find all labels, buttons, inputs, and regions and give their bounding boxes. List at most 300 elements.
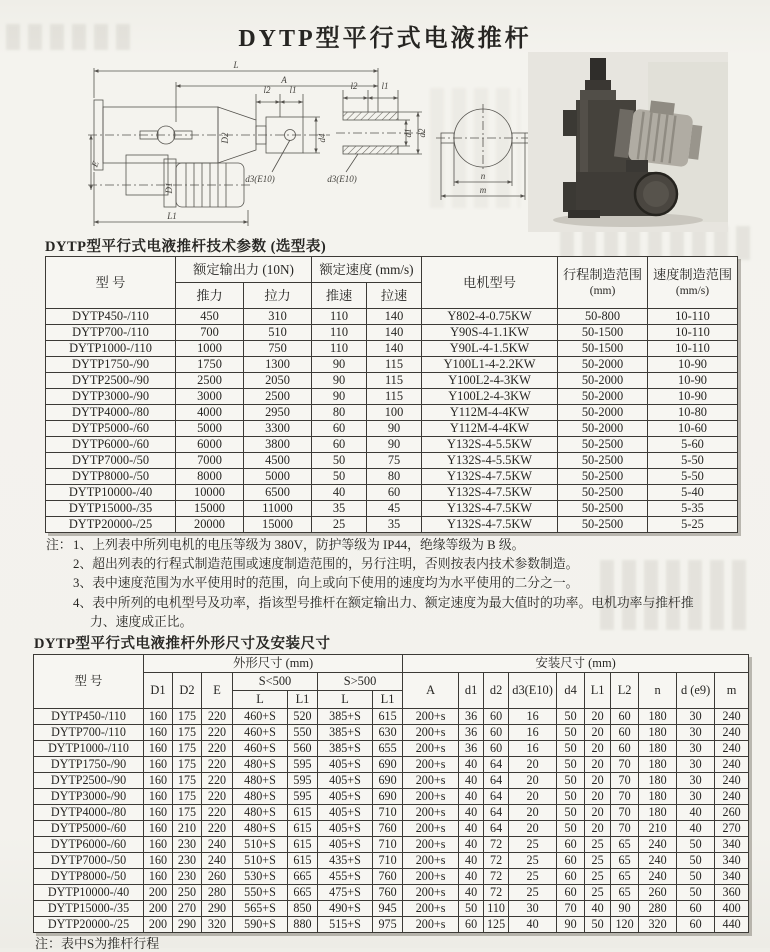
spec-section-title: DYTP型平行式电液推杆技术参数 (选型表)	[45, 239, 327, 255]
value-cell: 40	[459, 773, 484, 789]
value-cell: 10-80	[648, 405, 738, 421]
table-row	[34, 853, 749, 869]
notes-list	[46, 536, 701, 632]
dim-label-l2: l2	[263, 85, 271, 95]
value-cell: 550+S	[233, 885, 288, 901]
value-cell: 40	[459, 885, 484, 901]
header-stroke-range	[558, 257, 648, 309]
value-cell: 460+S	[233, 725, 288, 741]
value-cell: 60	[312, 421, 367, 437]
value-cell: 160	[144, 821, 173, 837]
value-cell: 3800	[244, 437, 312, 453]
value-cell: 5-50	[648, 453, 738, 469]
value-cell: 30	[677, 789, 715, 805]
value-cell: 240	[715, 789, 749, 805]
header-d3-E10: d3(E10)	[509, 673, 557, 709]
value-cell: 180	[639, 741, 677, 757]
model-cell: DYTP6000-/60	[46, 437, 176, 453]
model-cell: DYTP10000-/40	[34, 885, 144, 901]
value-cell: 60	[611, 741, 639, 757]
value-cell: 175	[173, 709, 202, 725]
value-cell: 60	[367, 485, 422, 501]
value-cell: 3300	[244, 421, 312, 437]
value-cell: 20	[585, 709, 611, 725]
value-cell: 400	[715, 901, 749, 917]
value-cell: 40	[677, 805, 715, 821]
dim-label-n: n	[480, 171, 486, 181]
header-n: n	[639, 673, 677, 709]
header-L1-gt: L1	[373, 691, 403, 709]
header-stroke-gt-500: S>500	[318, 673, 403, 691]
header-E: E	[202, 673, 233, 709]
header-L1-install: L1	[585, 673, 611, 709]
header-install-dims: 安装尺寸 (mm)	[403, 655, 749, 673]
value-cell: 200+s	[403, 757, 459, 773]
note-item: 3、表中速度范围为水平使用时的范围，向上或向下使用的速度均为水平使用的二分之一。	[73, 576, 579, 591]
value-cell: 80	[367, 469, 422, 485]
value-cell: 6500	[244, 485, 312, 501]
value-cell: 550	[288, 725, 318, 741]
value-cell: 40	[312, 485, 367, 501]
value-cell: 60	[611, 725, 639, 741]
value-cell: 65	[611, 837, 639, 853]
header-D1: D1	[144, 673, 173, 709]
model-cell: DYTP8000-/50	[46, 469, 176, 485]
dim-label-d4: d4	[317, 133, 327, 143]
value-cell: Y132S-4-5.5KW	[422, 437, 558, 453]
value-cell: 520	[288, 709, 318, 725]
header-speed-range-unit: (mm/s)	[675, 284, 710, 297]
value-cell: 440	[715, 917, 749, 933]
spec-notes	[46, 536, 701, 632]
value-cell: 405+S	[318, 837, 373, 853]
value-cell: 40	[677, 821, 715, 837]
model-cell: DYTP1750-/90	[46, 357, 176, 373]
value-cell: 50	[677, 837, 715, 853]
value-cell: 240	[715, 741, 749, 757]
end-view	[436, 104, 538, 200]
value-cell: 630	[373, 725, 403, 741]
dim-label-mid-l1: l1	[381, 81, 389, 91]
value-cell: 60	[557, 885, 585, 901]
value-cell: 70	[611, 789, 639, 805]
value-cell: 100	[367, 405, 422, 421]
value-cell: 10-60	[648, 421, 738, 437]
value-cell: 25	[509, 869, 557, 885]
model-cell: DYTP5000-/60	[34, 821, 144, 837]
header-pull-speed: 拉速	[367, 283, 422, 309]
value-cell: 70	[611, 757, 639, 773]
value-cell: 455+S	[318, 869, 373, 885]
value-cell: 240	[715, 773, 749, 789]
value-cell: 20	[509, 773, 557, 789]
model-cell: DYTP2500-/90	[46, 373, 176, 389]
value-cell: Y132S-4-7.5KW	[422, 517, 558, 533]
value-cell: 240	[639, 837, 677, 853]
value-cell: 210	[173, 821, 202, 837]
value-cell: 160	[144, 837, 173, 853]
header-L-lt: L	[233, 691, 288, 709]
value-cell: 115	[367, 357, 422, 373]
value-cell: 30	[677, 741, 715, 757]
value-cell: 160	[144, 853, 173, 869]
table-row	[34, 741, 749, 757]
value-cell: 260	[202, 869, 233, 885]
value-cell: 10000	[176, 485, 244, 501]
value-cell: 40	[459, 821, 484, 837]
value-cell: 65	[611, 885, 639, 901]
value-cell: 200+s	[403, 821, 459, 837]
value-cell: 60	[677, 901, 715, 917]
value-cell: 110	[312, 309, 367, 325]
value-cell: 200+s	[403, 869, 459, 885]
value-cell: 11000	[244, 501, 312, 517]
value-cell: 360	[715, 885, 749, 901]
value-cell: 40	[459, 853, 484, 869]
value-cell: 240	[639, 853, 677, 869]
value-cell: 90	[312, 357, 367, 373]
value-cell: 70	[557, 901, 585, 917]
value-cell: 200+s	[403, 885, 459, 901]
value-cell: 230	[173, 869, 202, 885]
value-cell: 385+S	[318, 741, 373, 757]
value-cell: 50-2000	[558, 421, 648, 437]
value-cell: 480+S	[233, 821, 288, 837]
value-cell: 20	[509, 789, 557, 805]
value-cell: 40	[459, 789, 484, 805]
value-cell: 110	[312, 325, 367, 341]
model-cell: DYTP7000-/50	[46, 453, 176, 469]
value-cell: 655	[373, 741, 403, 757]
table-row	[34, 789, 749, 805]
value-cell: 36	[459, 741, 484, 757]
value-cell: 70	[611, 773, 639, 789]
value-cell: 220	[202, 709, 233, 725]
header-model: 型 号	[46, 257, 176, 309]
value-cell: 4500	[244, 453, 312, 469]
value-cell: 200	[144, 885, 173, 901]
note-item: 1、上列表中所列电机的电压等级为 380V，防护等级为 IP44，绝缘等级为 B 级。	[73, 538, 525, 552]
header-L2: L2	[611, 673, 639, 709]
value-cell: 565+S	[233, 901, 288, 917]
value-cell: 160	[144, 725, 173, 741]
value-cell: 80	[312, 405, 367, 421]
value-cell: 7000	[176, 453, 244, 469]
value-cell: 20	[509, 805, 557, 821]
value-cell: Y90S-4-1.1KW	[422, 325, 558, 341]
value-cell: 60	[611, 709, 639, 725]
value-cell: Y112M-4-4KW	[422, 405, 558, 421]
table-row	[46, 485, 738, 501]
value-cell: 615	[288, 853, 318, 869]
dimension-labels	[89, 60, 542, 221]
value-cell: 180	[639, 773, 677, 789]
header-push-force: 推力	[176, 283, 244, 309]
value-cell: 700	[176, 325, 244, 341]
table-row	[46, 341, 738, 357]
value-cell: 40	[459, 757, 484, 773]
model-cell: DYTP1000-/110	[34, 741, 144, 757]
dim-label-mid-d1: d1	[403, 128, 413, 138]
value-cell: 405+S	[318, 789, 373, 805]
dim-section-title: DYTP型平行式电液推杆外形尺寸及安装尺寸	[34, 636, 331, 652]
table-row	[46, 325, 738, 341]
value-cell: 115	[367, 373, 422, 389]
value-cell: 475+S	[318, 885, 373, 901]
value-cell: 220	[202, 821, 233, 837]
value-cell: 15000	[176, 501, 244, 517]
value-cell: 975	[373, 917, 403, 933]
page-title: DYTP型平行式电液推杆	[238, 26, 532, 52]
value-cell: 72	[484, 869, 509, 885]
spec-table	[45, 256, 738, 533]
dim-label-L: L	[233, 60, 239, 70]
value-cell: 160	[144, 741, 173, 757]
value-cell: 200+s	[403, 789, 459, 805]
model-cell: DYTP1750-/90	[34, 757, 144, 773]
value-cell: 50	[677, 869, 715, 885]
value-cell: 710	[373, 853, 403, 869]
value-cell: 320	[639, 917, 677, 933]
dim-table-note: 注：表中S为推杆行程	[35, 936, 160, 951]
value-cell: 760	[373, 869, 403, 885]
value-cell: 50	[557, 725, 585, 741]
header-d2: d2	[484, 673, 509, 709]
value-cell: 200+s	[403, 917, 459, 933]
header-push-speed: 推速	[312, 283, 367, 309]
value-cell: 50-2500	[558, 437, 648, 453]
value-cell: 50	[459, 901, 484, 917]
value-cell: 35	[367, 517, 422, 533]
value-cell: 260	[715, 805, 749, 821]
value-cell: 290	[173, 917, 202, 933]
model-cell: DYTP4000-/80	[46, 405, 176, 421]
value-cell: 115	[367, 389, 422, 405]
dim-label-d3: d3(E10)	[245, 174, 275, 184]
model-cell: DYTP450-/110	[34, 709, 144, 725]
value-cell: 40	[459, 869, 484, 885]
value-cell: 16	[509, 741, 557, 757]
value-cell: 665	[288, 869, 318, 885]
value-cell: 2050	[244, 373, 312, 389]
model-cell: DYTP15000-/35	[34, 901, 144, 917]
value-cell: 50-2500	[558, 469, 648, 485]
value-cell: 200+s	[403, 709, 459, 725]
value-cell: 510+S	[233, 853, 288, 869]
value-cell: Y802-4-0.75KW	[422, 309, 558, 325]
value-cell: 290	[202, 901, 233, 917]
value-cell: 160	[144, 757, 173, 773]
value-cell: 750	[244, 341, 312, 357]
value-cell: 230	[173, 853, 202, 869]
header-m: m	[715, 673, 749, 709]
value-cell: 50-2000	[558, 373, 648, 389]
value-cell: 64	[484, 821, 509, 837]
value-cell: 72	[484, 885, 509, 901]
value-cell: 65	[611, 869, 639, 885]
header-A: A	[403, 673, 459, 709]
value-cell: 50	[585, 917, 611, 933]
value-cell: 50-1500	[558, 341, 648, 357]
value-cell: 220	[202, 757, 233, 773]
value-cell: 615	[288, 805, 318, 821]
value-cell: 175	[173, 789, 202, 805]
model-cell: DYTP6000-/60	[34, 837, 144, 853]
value-cell: 20	[509, 821, 557, 837]
value-cell: 50	[557, 789, 585, 805]
value-cell: 60	[312, 437, 367, 453]
value-cell: 5000	[244, 469, 312, 485]
table-row	[46, 469, 738, 485]
value-cell: 160	[144, 869, 173, 885]
value-cell: 220	[202, 789, 233, 805]
value-cell: 70	[611, 805, 639, 821]
value-cell: 615	[373, 709, 403, 725]
value-cell: 760	[373, 821, 403, 837]
value-cell: 460+S	[233, 709, 288, 725]
value-cell: 120	[611, 917, 639, 933]
value-cell: 50-800	[558, 309, 648, 325]
table-row	[46, 389, 738, 405]
value-cell: 180	[639, 757, 677, 773]
value-cell: 30	[677, 757, 715, 773]
value-cell: 320	[202, 917, 233, 933]
value-cell: Y132S-4-5.5KW	[422, 453, 558, 469]
value-cell: 220	[202, 741, 233, 757]
value-cell: 240	[202, 853, 233, 869]
value-cell: 90	[312, 373, 367, 389]
dimension-drawing	[88, 60, 548, 232]
header-D2: D2	[173, 673, 202, 709]
value-cell: 280	[639, 901, 677, 917]
dim-table-body	[34, 709, 749, 933]
table-row	[34, 773, 749, 789]
value-cell: 50-2000	[558, 357, 648, 373]
header-rated-speed: 额定速度 (mm/s)	[312, 257, 422, 283]
value-cell: 125	[484, 917, 509, 933]
model-cell: DYTP4000-/80	[34, 805, 144, 821]
value-cell: 25	[509, 853, 557, 869]
value-cell: 50	[557, 805, 585, 821]
value-cell: 60	[557, 837, 585, 853]
header-pull-force: 拉力	[244, 283, 312, 309]
value-cell: 690	[373, 789, 403, 805]
value-cell: 50-2500	[558, 501, 648, 517]
value-cell: 595	[288, 773, 318, 789]
dim-label-l1: l1	[289, 85, 297, 95]
value-cell: Y132S-4-7.5KW	[422, 501, 558, 517]
value-cell: 615	[288, 821, 318, 837]
value-cell: 90	[367, 437, 422, 453]
value-cell: 50-2500	[558, 453, 648, 469]
model-cell: DYTP20000-/25	[34, 917, 144, 933]
value-cell: 110	[484, 901, 509, 917]
value-cell: 16	[509, 725, 557, 741]
dim-label-m: m	[479, 185, 487, 195]
model-cell: DYTP2500-/90	[34, 773, 144, 789]
value-cell: 340	[715, 853, 749, 869]
model-cell: DYTP7000-/50	[34, 853, 144, 869]
note-item: 2、超出列表的行程式制造范围或速度制造范围的，另行注明，否则按表内技术参数制造。	[73, 557, 579, 572]
value-cell: 90	[312, 389, 367, 405]
header-model: 型 号	[34, 655, 144, 709]
header-stroke-range-text: 行程制造范围	[562, 266, 643, 282]
value-cell: 90	[611, 901, 639, 917]
value-cell: 175	[173, 741, 202, 757]
dim-label-A: A	[281, 75, 287, 85]
value-cell: 60	[557, 853, 585, 869]
value-cell: 590+S	[233, 917, 288, 933]
value-cell: 20	[585, 741, 611, 757]
table-row	[34, 901, 749, 917]
table-row	[34, 885, 749, 901]
value-cell: 710	[373, 805, 403, 821]
value-cell: 340	[715, 869, 749, 885]
table-row	[34, 869, 749, 885]
value-cell: 60	[484, 725, 509, 741]
value-cell: 45	[367, 501, 422, 517]
value-cell: 180	[639, 709, 677, 725]
value-cell: 64	[484, 757, 509, 773]
value-cell: 450	[176, 309, 244, 325]
value-cell: 200+s	[403, 725, 459, 741]
value-cell: 50	[557, 773, 585, 789]
value-cell: 50	[677, 853, 715, 869]
value-cell: 615	[288, 837, 318, 853]
header-rated-output: 额定输出力 (10N)	[176, 257, 312, 283]
value-cell: 70	[611, 821, 639, 837]
value-cell: 50-2000	[558, 389, 648, 405]
value-cell: 50-1500	[558, 325, 648, 341]
value-cell: 60	[677, 917, 715, 933]
table-row	[46, 357, 738, 373]
table-row	[34, 805, 749, 821]
header-stroke-range-unit: (mm)	[589, 284, 616, 297]
value-cell: 595	[288, 789, 318, 805]
value-cell: 20	[585, 773, 611, 789]
value-cell: 60	[459, 917, 484, 933]
value-cell: 230	[173, 837, 202, 853]
value-cell: 160	[144, 805, 173, 821]
model-cell: DYTP700-/110	[46, 325, 176, 341]
value-cell: 240	[202, 837, 233, 853]
notes-label: 注：	[46, 538, 72, 552]
value-cell: 240	[715, 709, 749, 725]
table-row	[46, 453, 738, 469]
value-cell: 20	[585, 757, 611, 773]
value-cell: 50-2500	[558, 485, 648, 501]
value-cell: 36	[459, 709, 484, 725]
value-cell: 1300	[244, 357, 312, 373]
table-row	[46, 517, 738, 533]
value-cell: 30	[509, 901, 557, 917]
value-cell: 25	[509, 885, 557, 901]
value-cell: 690	[373, 757, 403, 773]
value-cell: 72	[484, 853, 509, 869]
value-cell: 110	[312, 341, 367, 357]
value-cell: 10-90	[648, 389, 738, 405]
value-cell: 72	[484, 837, 509, 853]
table-row	[34, 757, 749, 773]
value-cell: 490+S	[318, 901, 373, 917]
value-cell: Y100L2-4-3KW	[422, 389, 558, 405]
table-row	[46, 437, 738, 453]
value-cell: 460+S	[233, 741, 288, 757]
value-cell: 250	[173, 885, 202, 901]
value-cell: 180	[639, 805, 677, 821]
value-cell: 140	[367, 341, 422, 357]
value-cell: 220	[202, 805, 233, 821]
